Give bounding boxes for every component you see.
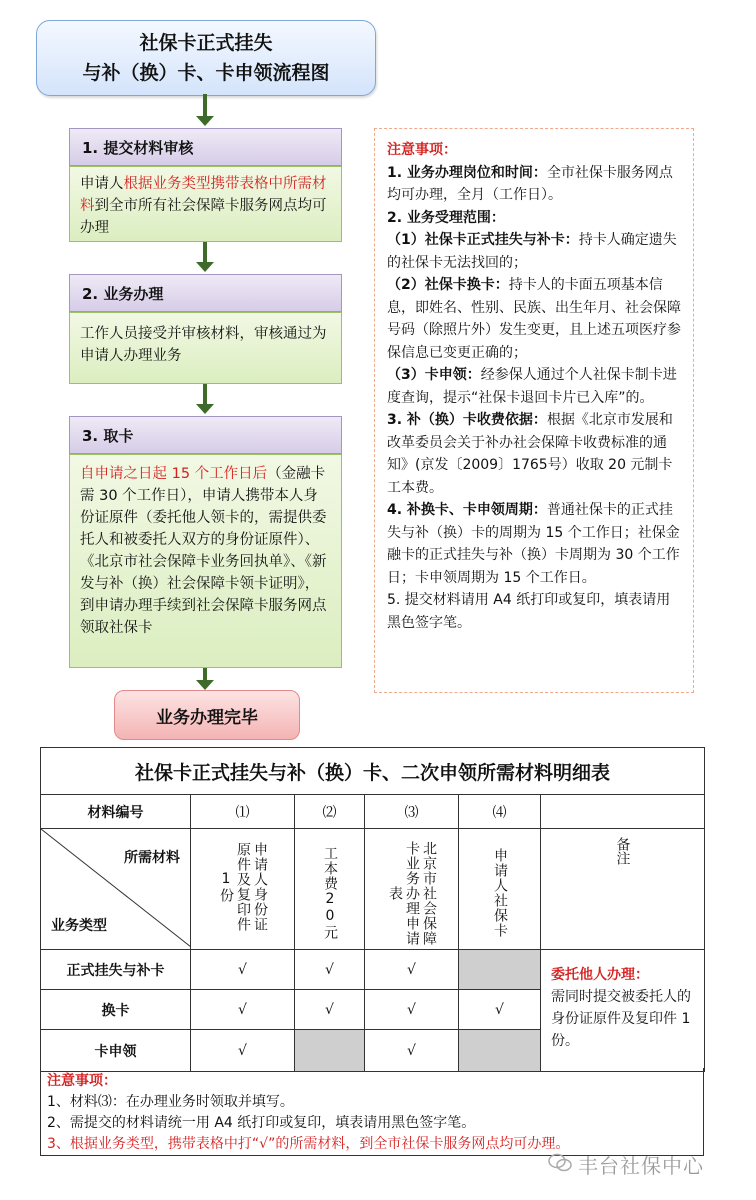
check-cell: √ xyxy=(191,950,295,990)
check-cell: √ xyxy=(459,990,541,1030)
step-3-text-highlight: 自申请之日起 15 个工作日后 xyxy=(80,466,268,482)
flowchart-title xyxy=(36,20,376,96)
title-line-1: 社保卡正式挂失 xyxy=(139,32,273,54)
diagonal-header-materials: 所需材料 xyxy=(124,850,180,866)
process-complete-box xyxy=(114,690,300,740)
remark-header xyxy=(541,829,705,950)
note-item: 2. 业务受理范围： xyxy=(387,209,505,226)
step-1-text-pre: 申请人 xyxy=(80,176,124,192)
note-item: 4. 补换卡、卡申领周期：普通社保卡的正式挂失与补（换）卡的周期为 15 个工作日；社保金融卡的正式挂失与补（换）卡周期为 30 个工作日；卡申领周期为 15 个工作日。 xyxy=(387,502,680,586)
shaded-cell xyxy=(295,1030,365,1072)
step-3-text-post: （金融卡需 30 个工作日），申请人携带本人身份证原件（委托他人领卡的，需提供委托人和被委托人双方的身份证原件）、《北京市社会保障卡业务回执单》、《新发与补（换）社会保障卡领卡证明》，到申请办理手续到社会保障卡服务网点领取社保卡 xyxy=(80,466,327,636)
step-1-title: 1. 提交材料审核 xyxy=(82,138,194,157)
material-code: ⑶ xyxy=(365,795,459,829)
watermark xyxy=(548,1150,704,1179)
step-1-header xyxy=(69,128,342,166)
step-2-header xyxy=(69,274,342,312)
step-2-title: 2. 业务办理 xyxy=(82,284,164,303)
check-cell: √ xyxy=(295,950,365,990)
table-note-line: 1、材料⑶：在办理业务时领取并填写。 xyxy=(47,1094,294,1110)
check-cell: √ xyxy=(365,950,459,990)
step-1-body xyxy=(69,166,342,242)
step-3-header xyxy=(69,416,342,454)
arrow-down xyxy=(196,668,214,690)
check-cell: √ xyxy=(191,990,295,1030)
table-note-line: 2、需提交的材料请统一用 A4 纸打印或复印，填表请用黑色签字笔。 xyxy=(47,1115,476,1131)
material-code: ⑴ xyxy=(191,795,295,829)
business-type: 正式挂失与补卡 xyxy=(41,950,191,990)
remark-cell xyxy=(541,950,705,1072)
watermark-text: 丰台社保中心 xyxy=(578,1154,704,1178)
material-name: 申请人身份证原件及复印件1份 xyxy=(218,842,268,932)
notes-panel xyxy=(374,128,694,693)
material-name: 申请人社保卡 xyxy=(492,848,508,938)
check-cell: √ xyxy=(365,1030,459,1072)
arrow-down xyxy=(196,94,214,126)
wechat-icon xyxy=(548,1153,572,1178)
material-code-label: 材料编号 xyxy=(41,795,191,829)
material-code: ⑵ xyxy=(295,795,365,829)
remark-label: 备注 xyxy=(614,837,631,865)
step-1-text-highlight: 根据业务类型携带表格中所需材料 xyxy=(80,176,327,214)
note-item: 3. 补（换）卡收费依据：根据《北京市发展和改革委员会关于补办社会保障卡收费标准的通知》(京发〔2009〕1765号）收取 20 元制卡工本费。 xyxy=(387,412,673,496)
table-notes xyxy=(40,1068,704,1156)
shaded-cell xyxy=(459,950,541,990)
check-cell: √ xyxy=(295,990,365,1030)
table-note-line: 3、根据业务类型，携带表格中打“√”的所需材料，到全市社保卡服务网点均可办理。 xyxy=(47,1136,570,1152)
materials-table xyxy=(40,747,705,1072)
note-item: （3）卡申领：经参保人通过个人社保卡制卡进度查询，提示“社保卡退回卡片已入库”的。 xyxy=(387,367,677,406)
table-row xyxy=(41,950,705,990)
step-3-body xyxy=(69,454,342,668)
step-2-text: 工作人员接受并审核材料，审核通过为申请人办理业务 xyxy=(80,326,327,364)
note-item: 1. 业务办理岗位和时间：全市社保卡服务网点均可办理，全月（工作日）。 xyxy=(387,164,673,203)
step-2-body xyxy=(69,312,342,384)
arrow-down xyxy=(196,242,214,272)
check-cell: √ xyxy=(191,1030,295,1072)
step-1-text-post: 到全市所有社会保障卡服务网点均可办理 xyxy=(80,198,327,236)
shaded-cell xyxy=(459,1030,541,1072)
notes-title: 注意事项： xyxy=(387,142,457,158)
empty-cell xyxy=(541,795,705,829)
business-type: 卡申领 xyxy=(41,1030,191,1072)
table-notes-title: 注意事项： xyxy=(47,1073,117,1089)
note-item: 5. 提交材料请用 A4 纸打印或复印，填表请用黑色签字笔。 xyxy=(387,592,671,631)
remark-title: 委托他人办理： xyxy=(551,967,649,983)
note-item: （1）社保卡正式挂失与补卡：持卡人确定遗失的社保卡无法找回的； xyxy=(387,232,677,271)
material-name: 工本费20元 xyxy=(322,846,338,940)
business-type: 换卡 xyxy=(41,990,191,1030)
note-item: （2）社保卡换卡：持卡人的卡面五项基本信息，即姓名、性别、民族、出生年月、社会保障号码（除照片外）发生变更，且上述五项医疗参保信息已变更正确的； xyxy=(387,277,681,361)
title-line-2: 与补（换）卡、卡申领流程图 xyxy=(82,62,330,84)
table-title: 社保卡正式挂失与补（换）卡、二次申领所需材料明细表 xyxy=(41,748,705,795)
remark-text: 需同时提交被委托人的身份证原件及复印件 1 份。 xyxy=(551,989,691,1049)
diagonal-header-cell xyxy=(41,829,191,950)
diagonal-header-business-type: 业务类型 xyxy=(51,918,107,934)
arrow-down xyxy=(196,384,214,414)
material-code: ⑷ xyxy=(459,795,541,829)
step-3-title: 3. 取卡 xyxy=(82,426,134,445)
material-name: 北京市社会保障卡业务办理申请表 xyxy=(387,840,437,946)
check-cell: √ xyxy=(365,990,459,1030)
process-complete-label: 业务办理完毕 xyxy=(156,707,258,728)
